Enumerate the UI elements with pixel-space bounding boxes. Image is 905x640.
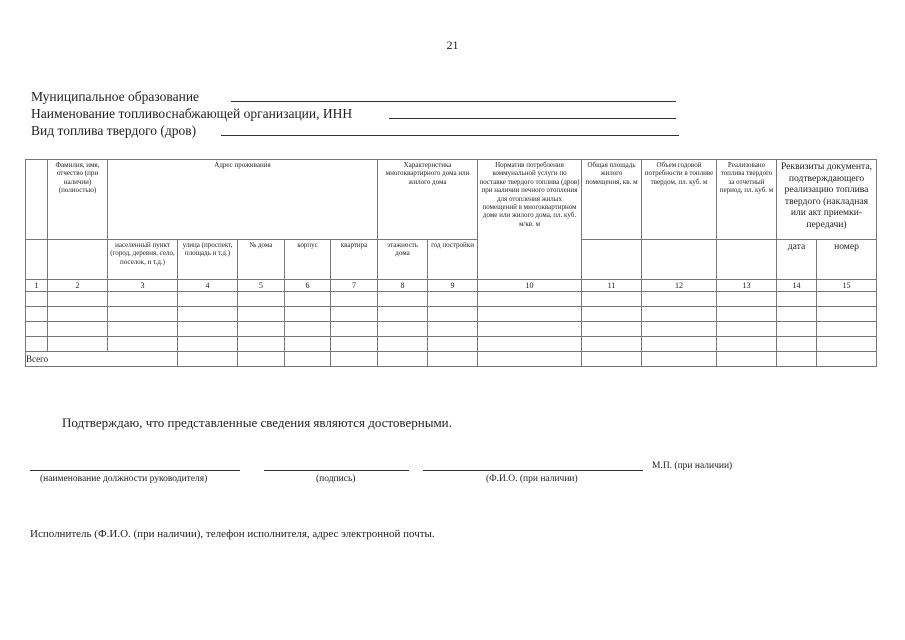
header-norm: Норматив потребления коммунальной услуги по поставке твердого топлива (дров) при наличии печного отопления для отопления жилых помещений в многоквартирном доме или жилого дома, пл. куб. м/кв. м: [478, 160, 582, 280]
column-number: 4: [178, 280, 238, 292]
sub-building: корпус: [285, 240, 331, 280]
municipality-line: [31, 88, 199, 105]
column-number: 5: [238, 280, 285, 292]
supplier-blank: [389, 105, 676, 119]
table-row: [26, 307, 877, 322]
sub-empty-4: [642, 240, 717, 280]
header-address: Адрес проживания: [108, 160, 378, 240]
column-number-row: [26, 280, 877, 292]
header-name: Фамилия, имя, отчество (при наличии) (полностью): [48, 160, 108, 240]
header-requisites: Реквизиты документа, подтверждающего реализацию топлива твердого (накладная или акт приемки-передачи): [777, 160, 877, 240]
page-number: 21: [446, 38, 459, 52]
column-number: 6: [285, 280, 331, 292]
sub-floors: этажность дома: [378, 240, 428, 280]
column-number: 8: [378, 280, 428, 292]
header-sold: Реализовано топлива твердого за отчетный период, пл. куб. м: [717, 160, 777, 240]
header-area: Общая площадь жилого помещения, кв. м: [582, 160, 642, 240]
column-number: 12: [642, 280, 717, 292]
fio-signature-line: [423, 470, 643, 471]
table-row: [26, 337, 877, 352]
municipality-blank: [231, 88, 676, 102]
column-number: 14: [777, 280, 817, 292]
signature-line: [264, 470, 409, 471]
total-row: [26, 352, 877, 367]
column-number: 10: [478, 280, 582, 292]
supplier-label: Наименование топливоснабжающей организации, ИНН: [31, 106, 353, 121]
column-number: 9: [428, 280, 478, 292]
total-label: Всего: [26, 352, 178, 367]
header-house-characteristics: Характеристика многоквартирного дома или жилого дома: [378, 160, 478, 240]
position-signature-line: [30, 470, 240, 471]
sub-house-number: № дома: [238, 240, 285, 280]
sub-empty-1: [26, 240, 48, 280]
executor-text: Исполнитель (Ф.И.О. (при наличии), телефон исполнителя, адрес электронной почты.: [30, 528, 435, 540]
sub-apartment: квартира: [331, 240, 378, 280]
fuel-type-blank: [221, 122, 679, 136]
corner-cell: [26, 160, 48, 240]
sub-number: номер: [817, 240, 877, 280]
column-number: 3: [108, 280, 178, 292]
column-number: 2: [48, 280, 108, 292]
position-label: (наименование должности руководителя): [40, 474, 208, 484]
sub-empty-3: [582, 240, 642, 280]
table-row: [26, 292, 877, 307]
municipality-label: Муниципальное образование: [31, 89, 200, 104]
header-row-2: [26, 240, 877, 280]
sub-empty-2: [48, 240, 108, 280]
supplier-line: [31, 105, 352, 122]
confirmation-text: Подтверждаю, что представленные сведения являются достоверными.: [62, 415, 452, 430]
column-number: 13: [717, 280, 777, 292]
column-number: 11: [582, 280, 642, 292]
sub-locality: населенный пункт (город, деревня, село, поселок, и т.д.): [108, 240, 178, 280]
sub-empty-5: [717, 240, 777, 280]
header-volume: Объем годовой потребности в топливе твердом, пл. куб. м: [642, 160, 717, 240]
fio-label: (Ф.И.О. (при наличии): [486, 474, 578, 484]
table-row: [26, 322, 877, 337]
column-number: 7: [331, 280, 378, 292]
column-number: 15: [817, 280, 877, 292]
sub-street: улица (проспект, площадь и т.д.): [178, 240, 238, 280]
header-row-1: [26, 160, 877, 240]
signature-label: (подпись): [316, 474, 356, 484]
fuel-table: [25, 159, 877, 367]
stamp-label: М.П. (при наличии): [652, 461, 733, 471]
sub-date: дата: [777, 240, 817, 280]
column-number: 1: [26, 280, 48, 292]
fuel-type-label: Вид топлива твердого (дров): [31, 123, 197, 138]
fuel-type-line: [31, 122, 196, 139]
sub-year: год постройки: [428, 240, 478, 280]
